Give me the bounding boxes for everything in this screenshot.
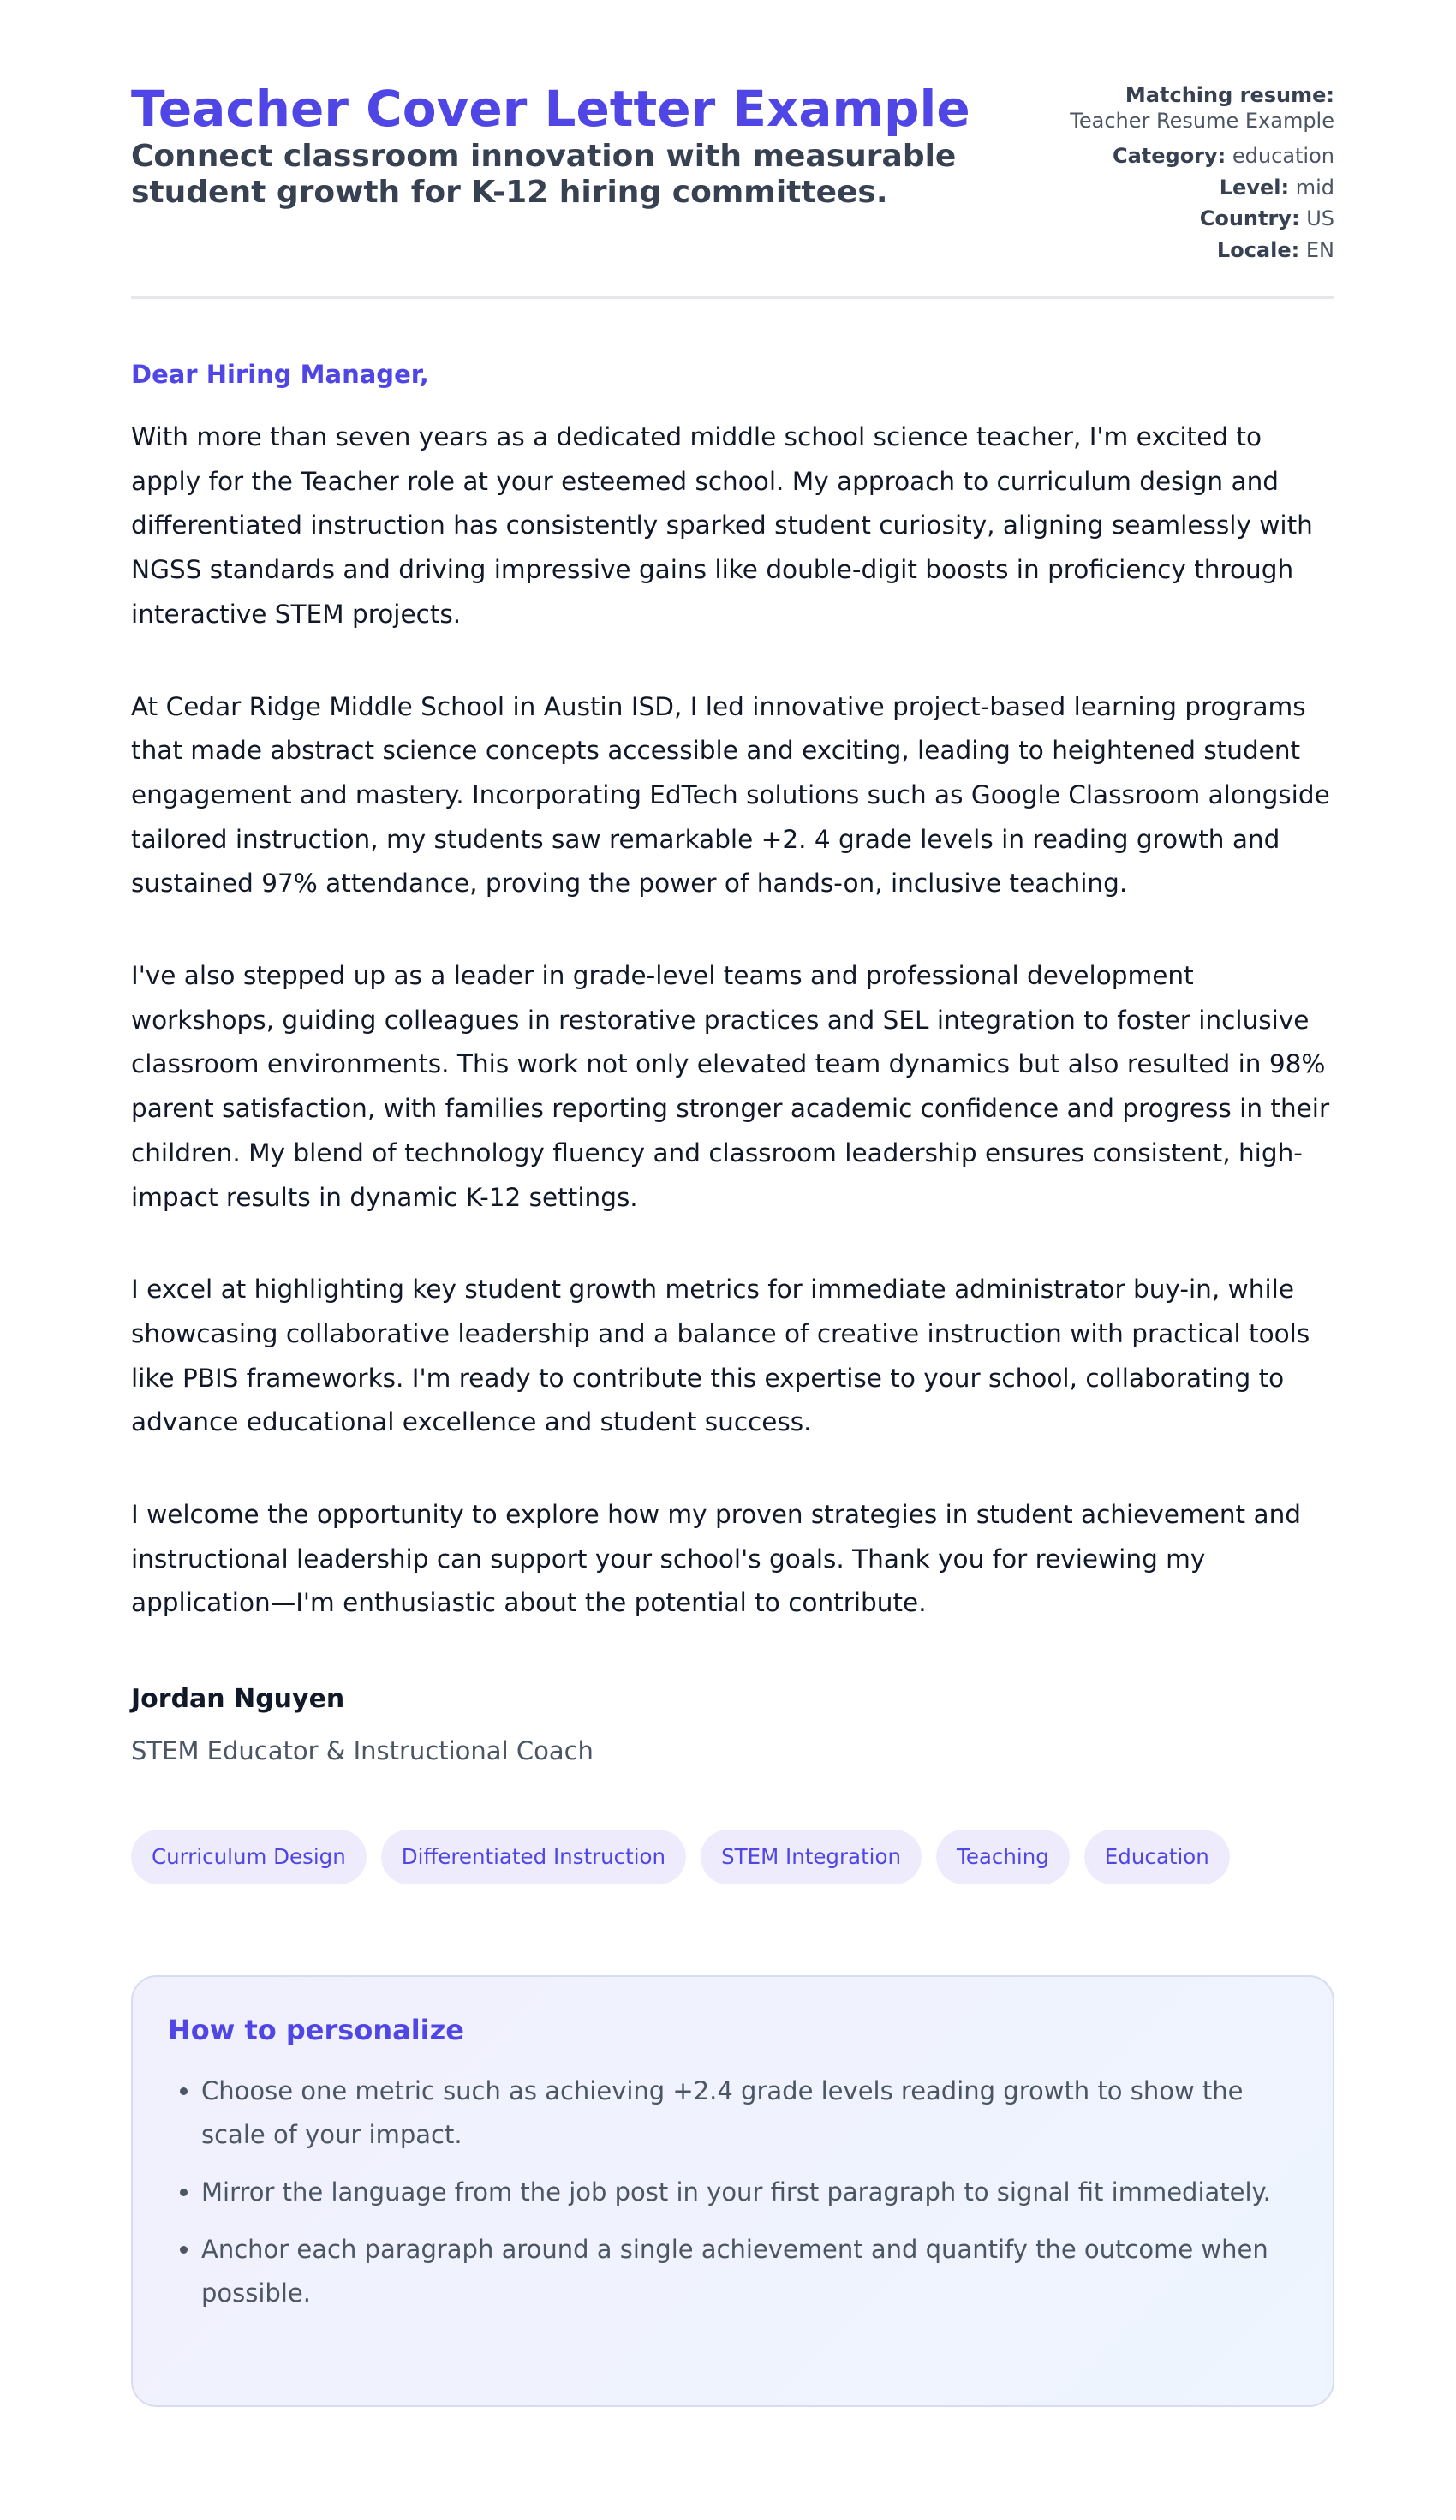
tips-list xyxy=(168,2069,1298,2315)
meta-panel xyxy=(1070,79,1334,296)
letter-paragraph: At Cedar Ridge Middle School in Austin ISD, I led innovative project-based learning programs that made abstract science concepts accessible and exciting, leading to heightened student engagement and mastery. Incorporating EdTech solutions such as Google Classroom alongside tailored instruction, my students saw remarkable +2. 4 grade levels in reading growth and sustained 97% attendance, proving the power of hands-on, inclusive teaching. xyxy=(131,691,1330,899)
tag: Curriculum Design xyxy=(131,1830,367,1884)
page xyxy=(131,0,1334,2407)
signature-name: Jordan Nguyen xyxy=(131,1684,345,1715)
page-subtitle: Connect classroom innovation with measurable student growth for K-12 hiring committees. xyxy=(131,139,957,210)
meta-country: Country: US xyxy=(1199,206,1334,230)
meta-level: Level: mid xyxy=(1219,175,1334,200)
letter-greeting: Dear Hiring Manager, xyxy=(131,360,429,389)
matching-resume-label: Matching resume: xyxy=(1125,83,1334,107)
page-title: Teacher Cover Letter Example xyxy=(131,80,970,138)
matching-resume-value: Teacher Resume Example xyxy=(1070,109,1334,133)
letter-paragraph: I excel at highlighting key student growth metrics for immediate administrator buy-in, while showcasing collaborative leadership and a balance of creative instruction with practical tools like PBIS frameworks. I'm ready to contribute this expertise to your school, collaborating to advance educational excellence and student success. xyxy=(131,1275,1310,1437)
title-block xyxy=(131,79,1039,296)
tag: STEM Integration xyxy=(701,1830,922,1884)
tag: Differentiated Instruction xyxy=(381,1830,686,1884)
page-header xyxy=(131,0,1334,299)
tip-item: • Choose one metric such as achieving +2.4 grade levels reading growth to show the scale of your impact. xyxy=(201,2069,1298,2157)
tips-title: How to personalize xyxy=(168,2014,464,2047)
tag-list xyxy=(131,1830,1334,1884)
letter-paragraph: I welcome the opportunity to explore how my proven strategies in student achievement and instructional leadership can support your school's goals. Thank you for reviewing my application—I'm enthusiastic about the potential to contribute. xyxy=(131,1500,1301,1618)
tag: Teaching xyxy=(936,1830,1070,1884)
letter-paragraph: With more than seven years as a dedicated middle school science teacher, I'm excited to apply for the Teacher role at your esteemed school. My approach to curriculum design and differentiated instruction has consistently sparked student curiosity, aligning seamlessly with NGSS standards and driving impressive gains like double-digit boosts in proficiency through interactive STEM projects. xyxy=(131,422,1313,629)
personalize-tips-box xyxy=(131,1975,1334,2407)
tip-item: • Anchor each paragraph around a single achievement and quantify the outcome when possible. xyxy=(201,2228,1298,2315)
meta-locale: Locale: EN xyxy=(1216,237,1334,262)
meta-category: Category: education xyxy=(1112,144,1334,168)
tag: Education xyxy=(1084,1830,1230,1884)
letter-body xyxy=(131,415,1334,1626)
tip-item: • Mirror the language from the job post in your first paragraph to signal fit immediately. xyxy=(201,2171,1298,2214)
signature-title: STEM Educator & Instructional Coach xyxy=(131,1736,594,1766)
letter-paragraph: I've also stepped up as a leader in grade-level teams and professional development workshops, guiding colleagues in restorative practices and SEL integration to foster inclusive classroom environments. This work not only elevated team dynamics but also resulted in 98% parent satisfaction, with families reporting stronger academic confidence and progress in their children. My blend of technology fluency and classroom leadership ensures consistent, high-impact results in dynamic K-12 settings. xyxy=(131,961,1330,1212)
